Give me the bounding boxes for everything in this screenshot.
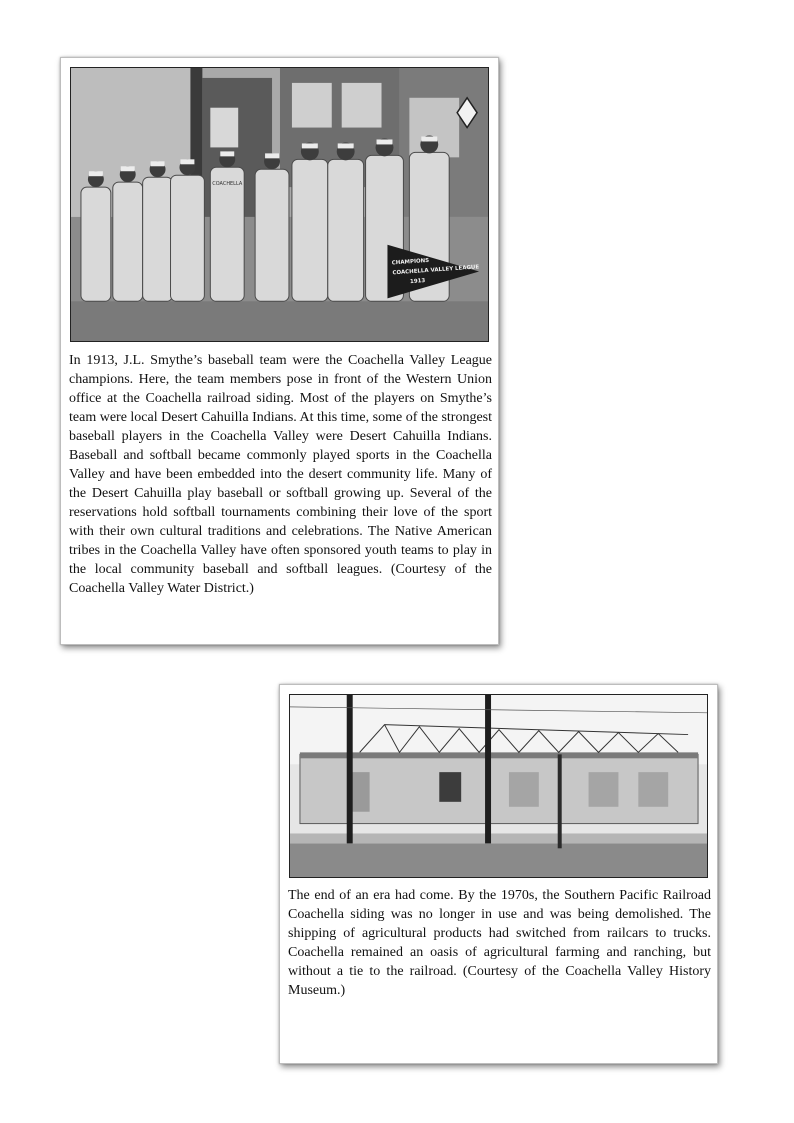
siding-caption: The end of an era had come. By the 1970s, the Southern Pacific Railroad Coachella siding was no longer in use and was being demolished. The shipping of agricultural products had switched from railcars to trucks. Coachella remained an oasis of agricultural farming and ranching, but without a tie to the railroad. (Courtesy of the Coachella Valley History Museum.) [288,888,711,998]
figure-card-siding [279,684,718,1064]
jersey-lettering: COACHELLA [212,181,243,188]
pennant-line-2: COACHELLA VALLEY LEAGUE [392,264,480,277]
baseball-caption: In 1913, J.L. Smythe’s baseball team were the Coachella Valley League champions. Here, the team members pose in front of the Western Union office at the Coachella railroad siding. Most of the players on Smythe’s team were local Desert Cahuilla Indians. At this time, some of the strongest baseball players in the Coachella Valley were Desert Cahuilla Indians. Baseball and softball became commonly played sports in the Coachella Valley and have been embedded into the desert community life. Many of the Desert Cahuilla play baseball or softball growing up. Several of the reservations hold softball tournaments combining their love of the sport with their own cultural traditions and celebrations. The Native American tribes in the Coachella Valley have often sponsored youth teams to play in the local community baseball and softball leagues. (Courtesy of the Coachella Valley Water District.) [69,353,493,596]
baseball-team-photo-art [71,68,488,341]
figure-card-baseball [60,57,499,645]
railroad-siding-photo-art [290,695,707,877]
railroad-siding-photo [289,694,708,878]
baseball-team-photo [70,67,489,342]
pennant-year: 1913 [409,278,426,286]
pennant-line-1: CHAMPIONS [391,257,430,267]
